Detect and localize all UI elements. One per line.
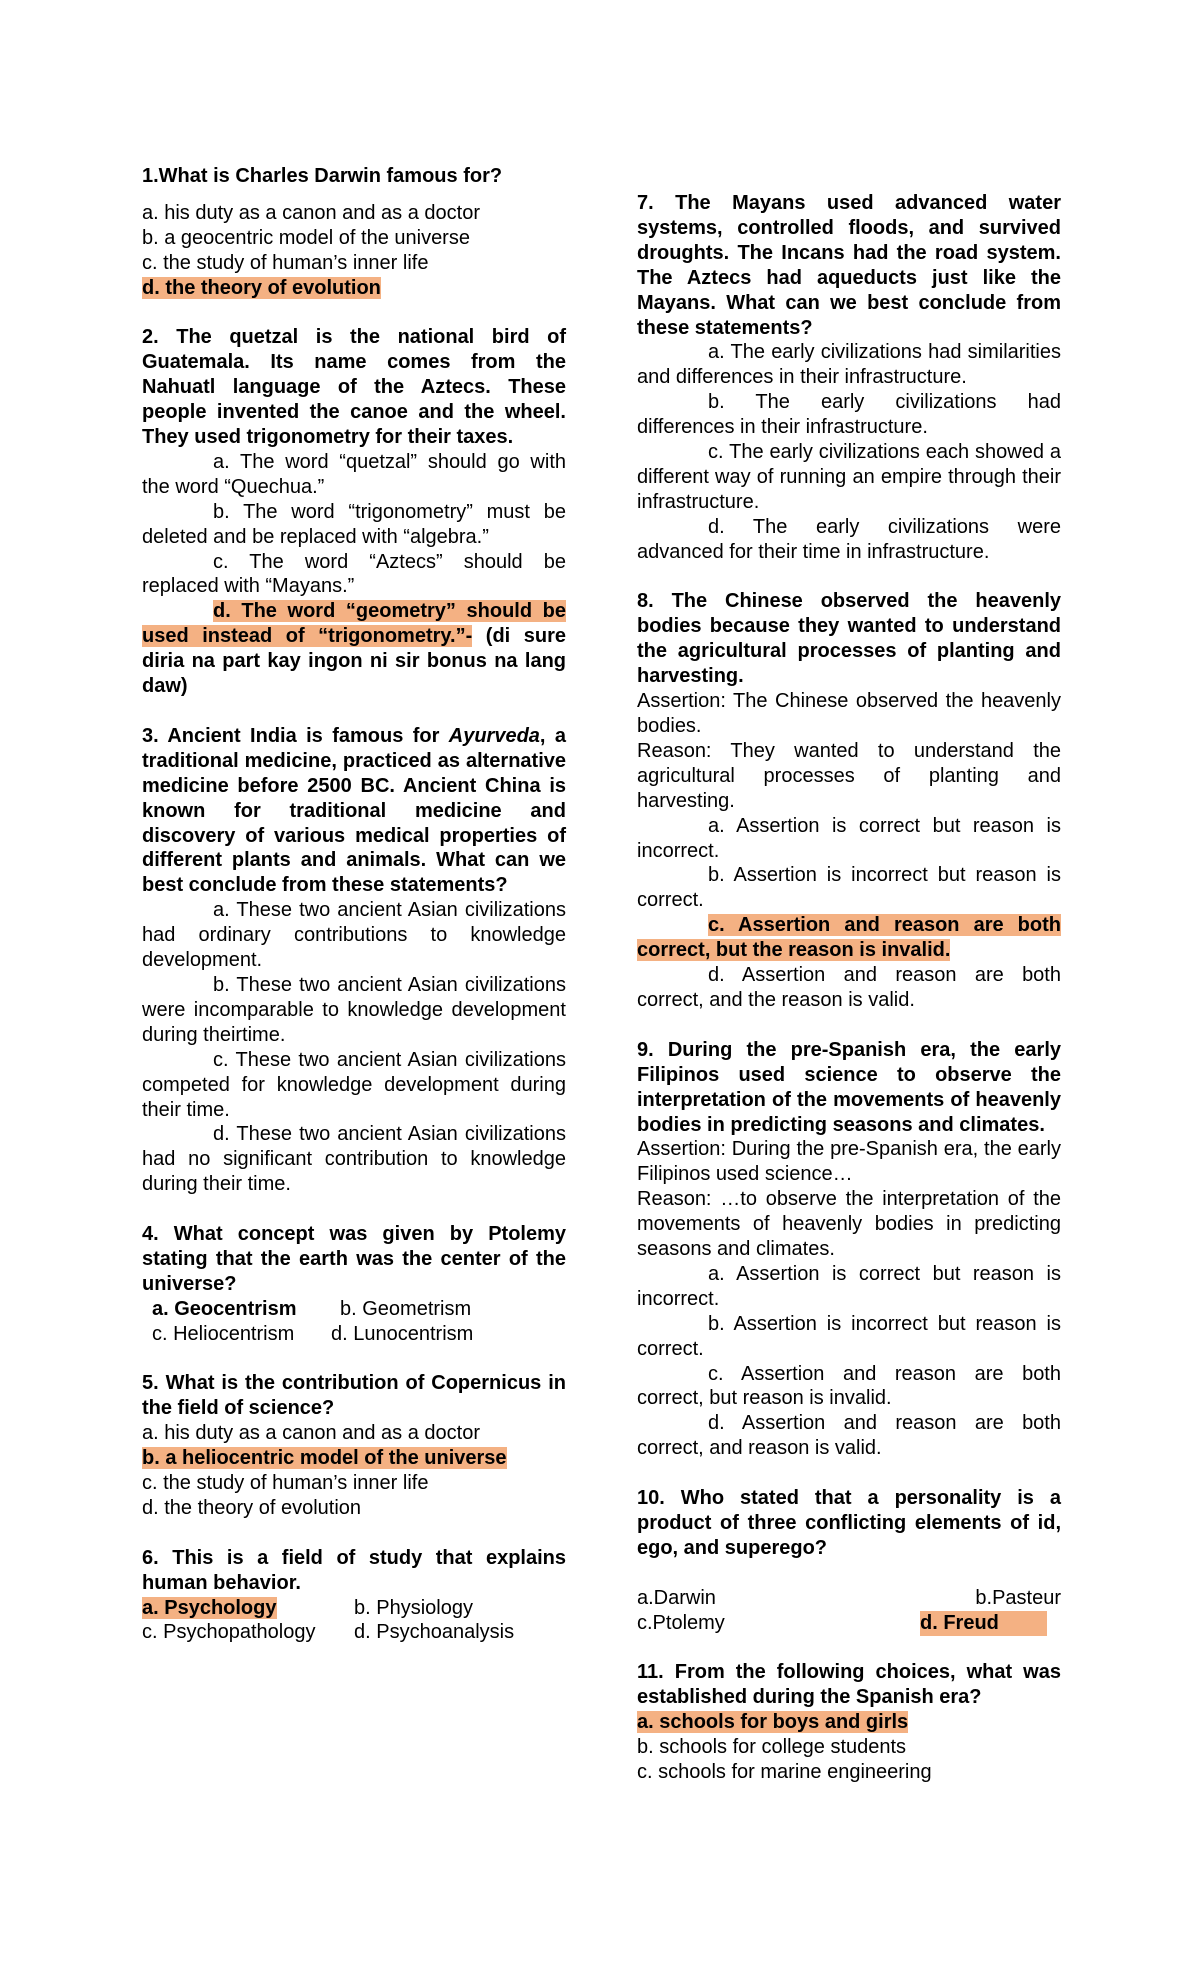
q3-option-d: d. These two ancient Asian civilizations had no significant contribution to knowledge during their time. <box>142 1123 566 1196</box>
q1-option-b: b. a geocentric model of the universe <box>142 226 470 249</box>
q10-option-c: c.Ptolemy <box>637 1611 725 1634</box>
q2-option-d-answer: d. The word “geometry” should be used instead of “trigonometry.”- <box>142 600 566 648</box>
q1-option-d-answer: d. the theory of evolution <box>142 276 381 299</box>
q8-question: 8. The Chinese observed the heavenly bodies because they wanted to understand the agricultural processes of planting and harvesting. <box>637 590 1061 688</box>
q5-option-a: a. his duty as a canon and as a doctor <box>142 1422 480 1445</box>
q3-question-pre: 3. Ancient India is famous for <box>142 724 449 747</box>
q2-question: 2. The quetzal is the national bird of Guatemala. Its name comes from the Nahuatl language of the Aztecs. These people invented the canoe and the wheel. They used trigonometry for their taxes. <box>142 326 566 449</box>
q7-option-d: d. The early civilizations were advanced for their time in infrastructure. <box>637 515 1061 563</box>
q2-option-d-block <box>142 599 566 699</box>
right-column <box>637 191 1061 1785</box>
q3-option-a: a. These two ancient Asian civilizations had ordinary contributions to knowledge development. <box>142 899 566 972</box>
q8-option-b: b. Assertion is incorrect but reason is correct. <box>637 864 1061 912</box>
q11-option-a-answer: a. schools for boys and girls <box>637 1711 909 1734</box>
q4-option-c: c. Heliocentrism <box>152 1322 295 1345</box>
q9-option-d: d. Assertion and reason are both correct, and reason is valid. <box>637 1412 1061 1460</box>
q6-option-d: d. Psychoanalysis <box>354 1621 515 1644</box>
q9-option-a: a. Assertion is correct but reason is incorrect. <box>637 1262 1061 1310</box>
q10-options-row1 <box>637 1586 1061 1611</box>
q3-option-b: b. These two ancient Asian civilizations were incomparable to knowledge development during theirtime. <box>142 973 566 1046</box>
q5-option-d: d. the theory of evolution <box>142 1496 362 1519</box>
q8-reason: Reason: They wanted to understand the agricultural processes of planting and harvesting. <box>637 739 1061 812</box>
q10-option-b: b.Pasteur <box>975 1586 1061 1609</box>
q6-option-b: b. Physiology <box>354 1596 473 1619</box>
q11-option-c: c. schools for marine engineering <box>637 1761 932 1784</box>
q10-question: 10. Who stated that a personality is a product of three conflicting elements of id, ego, and superego? <box>637 1487 1061 1559</box>
q6-option-a-answer: a. Psychology <box>142 1596 277 1619</box>
q2-option-b: b. The word “trigonometry” must be deleted and be replaced with “algebra.” <box>142 500 566 548</box>
q9-question: 9. During the pre-Spanish era, the early Filipinos used science to observe the interpretation of the movements of heavenly bodies in predicting seasons and climates. <box>637 1038 1061 1136</box>
q2-option-a: a. The word “quetzal” should go with the word “Quechua.” <box>142 450 566 498</box>
q6-question: 6. This is a field of study that explains human behavior. <box>142 1546 566 1594</box>
q9-assertion: Assertion: During the pre-Spanish era, the early Filipinos used science… <box>637 1138 1061 1186</box>
q3-question <box>142 724 566 898</box>
q4-option-d: d. Lunocentrism <box>331 1322 474 1345</box>
q1-option-c: c. the study of human’s inner life <box>142 251 429 274</box>
q9-option-c: c. Assertion and reason are both correct, but reason is invalid. <box>637 1362 1061 1410</box>
q1-question: 1.What is Charles Darwin famous for? <box>142 165 503 187</box>
q11-option-b: b. schools for college students <box>637 1736 907 1759</box>
q7-option-a: a. The early civilizations had similarities and differences in their infrastructure. <box>637 341 1061 389</box>
q4-options-row1 <box>142 1297 566 1322</box>
q3-question-italic: Ayurveda <box>448 724 540 747</box>
q5-option-b-answer: b. a heliocentric model of the universe <box>142 1447 507 1470</box>
q4-option-b: b. Geometrism <box>340 1297 472 1320</box>
q7-option-c: c. The early civilizations each showed a different way of running an empire through their infrastructure. <box>637 441 1061 513</box>
q8-option-d: d. Assertion and reason are both correct, and the reason is valid. <box>637 964 1061 1011</box>
q9-reason: Reason: …to observe the interpretation of the movements of heavenly bodies in predicting seasons and climates. <box>637 1188 1061 1261</box>
left-column <box>142 164 566 1645</box>
q10-options-row2 <box>637 1611 1061 1636</box>
q8-assertion: Assertion: The Chinese observed the heavenly bodies. <box>637 690 1061 738</box>
q6-options-row1 <box>142 1596 566 1621</box>
q6-options-row2 <box>142 1620 566 1645</box>
q4-option-a-answer: a. Geocentrism <box>152 1297 297 1320</box>
q10-option-a: a.Darwin <box>637 1586 716 1609</box>
q3-question-post: , a traditional medicine, practiced as alternative medicine before 2500 BC. Ancient China is known for traditional medicine and discovery of various medical properties of different plants and animals. What can we best conclude from these statements? <box>142 724 566 897</box>
q8-option-a: a. Assertion is correct but reason is incorrect. <box>637 814 1061 862</box>
q5-question: 5. What is the contribution of Copernicus in the field of science? <box>142 1372 566 1420</box>
q6-option-c: c. Psychopathology <box>142 1621 316 1644</box>
q7-question: 7. The Mayans used advanced water systems, controlled floods, and survived droughts. The Incans had the road system. The Aztecs had aqueducts just like the Mayans. What can we best conclude from these statements? <box>637 192 1061 339</box>
q8-option-c-answer: c. Assertion and reason are both correct, but the reason is invalid. <box>637 914 1061 962</box>
q5-option-c: c. the study of human’s inner life <box>142 1472 429 1495</box>
q7-option-b: b. The early civilizations had differences in their infrastructure. <box>637 391 1061 439</box>
q4-question: 4. What concept was given by Ptolemy stating that the earth was the center of the universe? <box>142 1223 566 1295</box>
q2-note: (di sure diria na part kay ingon ni sir bonus na lang daw) <box>142 625 566 698</box>
q11-question: 11. From the following choices, what was established during the Spanish era? <box>637 1661 1061 1709</box>
q2-option-c: c. The word “Aztecs” should be replaced with “Mayans.” <box>142 550 566 598</box>
q4-options-row2 <box>142 1322 566 1347</box>
q10-option-d-answer: d. Freud <box>920 1611 1047 1636</box>
q3-option-c: c. These two ancient Asian civilizations competed for knowledge development during their time. <box>142 1048 566 1121</box>
q9-option-b: b. Assertion is incorrect but reason is correct. <box>637 1312 1061 1360</box>
q1-option-a: a. his duty as a canon and as a doctor <box>142 201 480 224</box>
